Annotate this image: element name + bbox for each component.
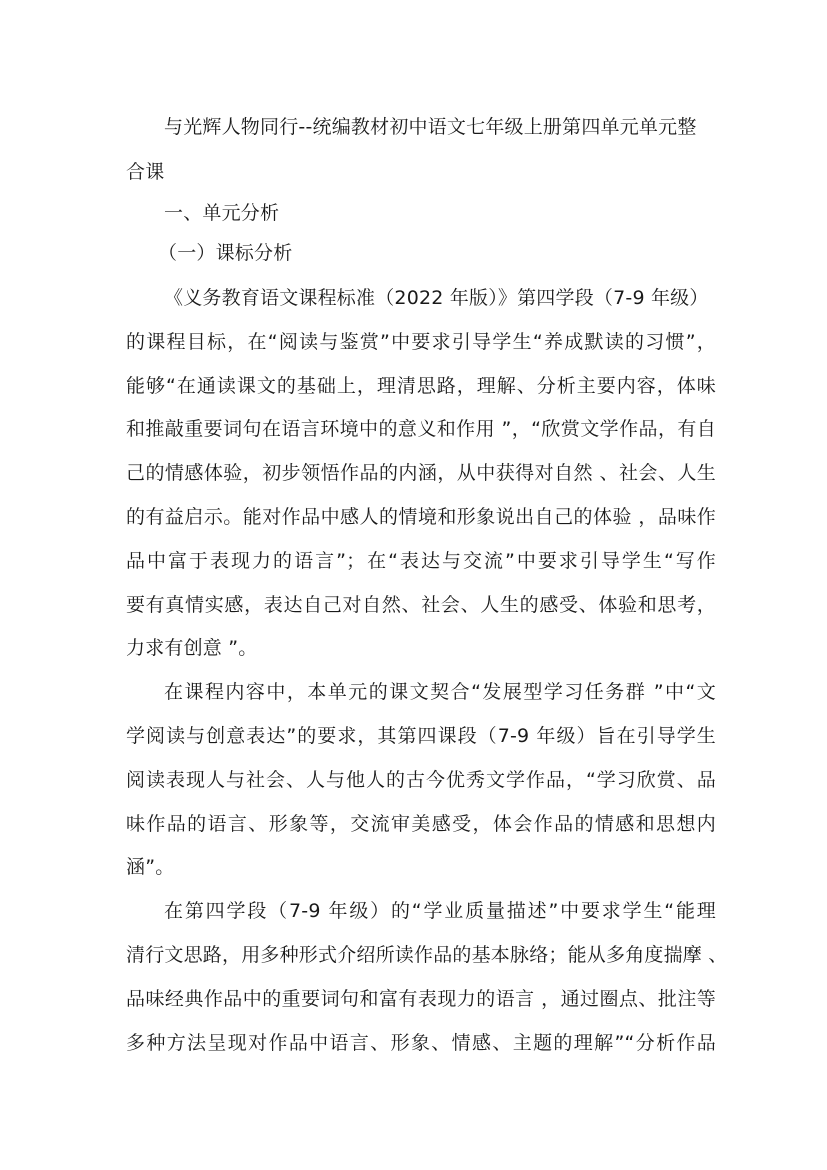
paragraph-line: 涵”。 [126,856,175,878]
paragraph-line: 清行文思路，用多种形式介绍所读作品的基本脉络；能从多角度揣摩 、 [126,944,728,966]
paragraph-line: 力求有创意 ”。 [126,637,258,659]
paragraph-line: 能够“在通读课文的基础上，理清思路，理解、分析主要内容，体味 [126,375,716,397]
paragraph-line: 在第四学段（7-9 年级）的“学业质量描述”中要求学生“能理 [164,900,716,922]
paragraph-line: 《义务教育语文课程标准（2022 年版）》第四学段（7-9 年级） [164,287,709,309]
subsection-heading: （一）课标分析 [158,242,293,264]
paragraph-line: 在课程内容中，本单元的课文契合“发展型学习任务群 ”中“文 [164,681,716,703]
paragraph-line: 的有益启示。能对作品中感人的情境和形象说出自己的体验 ，品味作 [126,506,716,528]
paragraph-line: 多种方法呈现对作品中语言、形象、情感、主题的理解”“分析作品 [126,1032,716,1054]
paragraph-line: 品味经典作品中的重要词句和富有表现力的语言 ，通过圈点、批注等 [126,988,716,1010]
paragraph-line: 阅读表现人与社会、人与他人的古今优秀文学作品，“学习欣赏、品 [126,769,716,791]
paragraph-line: 的课程目标，在“阅读与鉴赏”中要求引导学生“养成默读的习惯”， [126,331,716,353]
paragraph-line: 学阅读与创意表达”的要求，其第四课段（7-9 年级）旨在引导学生 [126,725,716,747]
paragraph-line: 要有真情实感，表达自己对自然、社会、人生的感受、体验和思考， [126,594,716,616]
document-title: 与光辉人物同行--统编教材初中语文七年级上册第四单元单元整 [164,116,697,138]
paragraph-line: 己的情感体验，初步领悟作品的内涵，从中获得对自然 、社会、人生 [126,462,716,484]
section-heading: 一、单元分析 [164,202,280,224]
paragraph-line: 味作品的语言、形象等，交流审美感受，体会作品的情感和思想内 [126,813,716,835]
document-title-continued: 合课 [126,161,165,183]
paragraph-line: 和推敲重要词句在语言环境中的意义和作用 ”，“欣赏文学作品，有自 [126,418,716,440]
paragraph-line: 品中富于表现力的语言”；在“表达与交流”中要求引导学生“写作 [126,550,716,572]
